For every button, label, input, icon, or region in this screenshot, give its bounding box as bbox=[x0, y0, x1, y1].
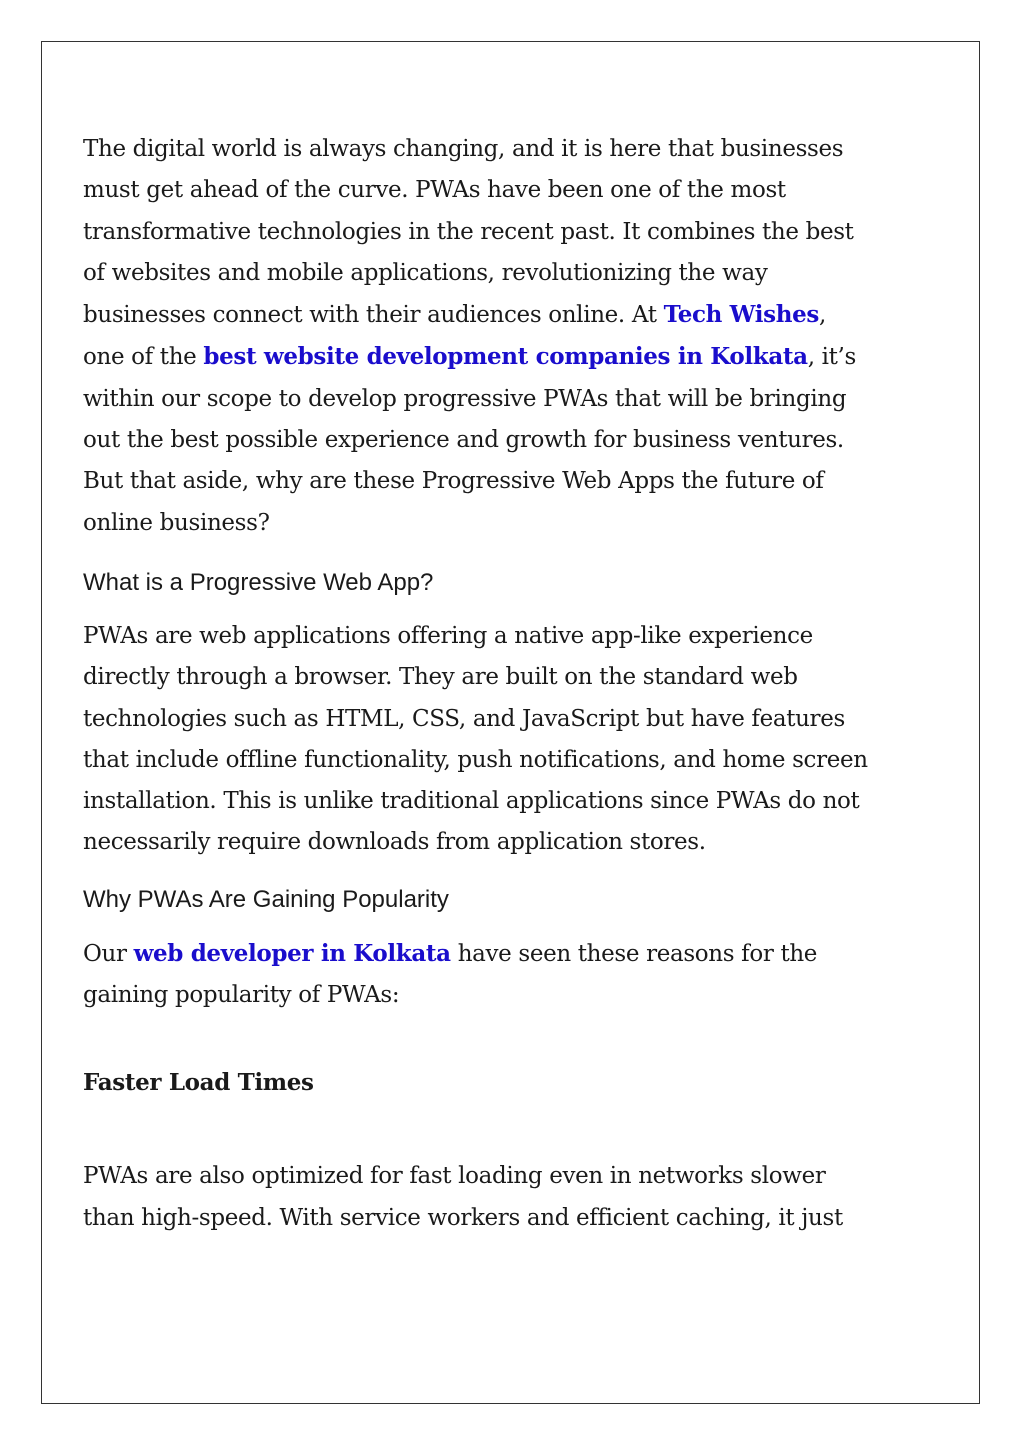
load-times-paragraph: PWAs are also optimized for fast loading even in networks slower than high-speed. With service workers and efficient caching, it just bbox=[83, 1163, 843, 1231]
document-body bbox=[83, 129, 873, 1239]
heading-faster-load-times: Faster Load Times bbox=[83, 1069, 314, 1097]
intro-text-c: , it’s within our scope to develop progressive PWAs that will be bringing out the best possible experience and growth for business ventures. But that aside, why are these Progressive Web Apps the future of online business? bbox=[83, 344, 856, 536]
heading-what-is-pwa: What is a Progressive Web App? bbox=[83, 568, 434, 596]
best-website-development-link[interactable]: best website development companies in Kolkata bbox=[203, 343, 808, 371]
web-developer-kolkata-link[interactable]: web developer in Kolkata bbox=[133, 939, 451, 967]
popularity-paragraph bbox=[83, 933, 873, 1017]
intro-text-b: , one of the bbox=[83, 302, 826, 371]
popularity-text-a: Our bbox=[83, 940, 134, 967]
pwa-definition-paragraph: PWAs are web applications offering a native app-like experience directly through a browser. They are built on the standard web technologies such as HTML, CSS, and JavaScript but have features that include offline functionality, push notifications, and home screen installation. This is unlike traditional applications since PWAs do not necessarily require downloads from application stores. bbox=[83, 622, 868, 856]
intro-paragraph bbox=[83, 129, 873, 544]
tech-wishes-link[interactable]: Tech Wishes bbox=[663, 301, 819, 329]
intro-text-a: The digital world is always changing, and it is here that businesses must get ahead of the curve. PWAs have been one of the most transformative technologies in the recent past. It combines the best of websites and mobile applications, revolutionizing the way businesses connect with their audiences online. At bbox=[83, 136, 854, 329]
heading-why-popular: Why PWAs Are Gaining Popularity bbox=[83, 885, 449, 913]
popularity-text-b: have seen these reasons for the gaining popularity of PWAs: bbox=[83, 940, 818, 1009]
